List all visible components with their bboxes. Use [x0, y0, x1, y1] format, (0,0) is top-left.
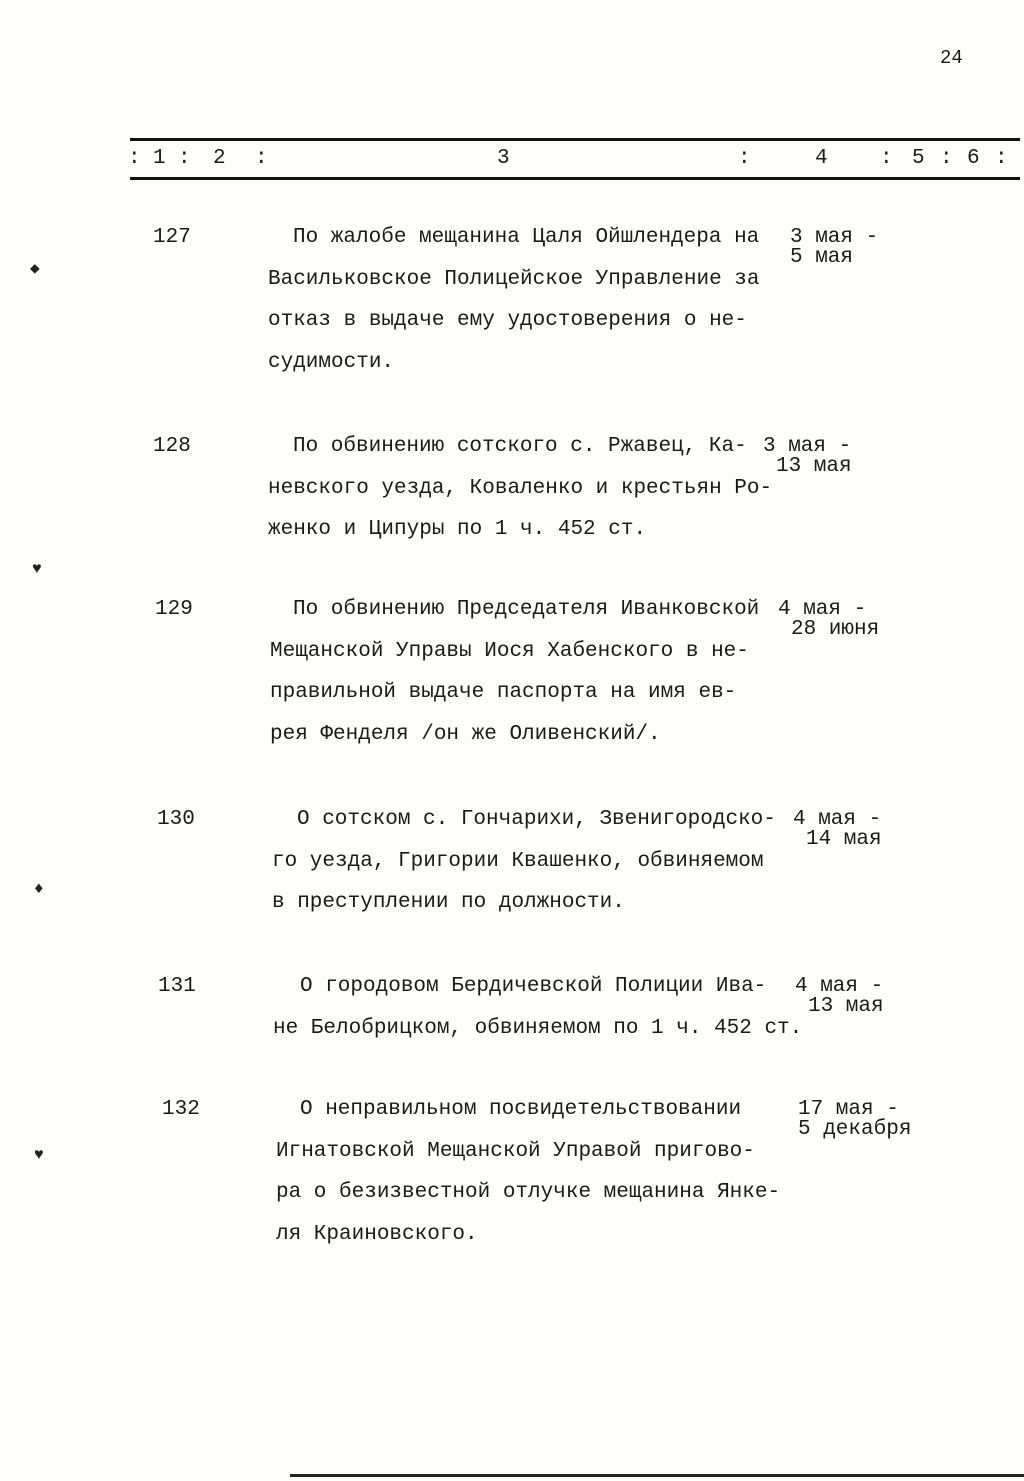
column-header-4: 4: [815, 147, 828, 170]
entry-description-line: го уезда, Григории Квашенко, обвиняемом: [272, 849, 764, 873]
column-header-3: 3: [497, 147, 510, 170]
entry-description-line: О городовом Бердичевской Полиции Ива-: [300, 975, 767, 998]
entry-date-to: 5 декабря: [798, 1118, 912, 1141]
entry-date-to: 14 мая: [806, 828, 882, 851]
header-bottom-rule: [130, 177, 1020, 180]
column-separator: :: [255, 147, 268, 170]
entry-description-line: правильной выдаче паспорта на имя ев-: [270, 681, 737, 704]
punch-hole-mark: ◆: [30, 260, 40, 278]
entry-description-line: По обвинению сотского с. Ржавец, Ка-: [293, 435, 747, 458]
entry-description-line: невского уезда, Коваленко и крестьян Ро-: [268, 476, 773, 500]
bottom-rule: [290, 1474, 1024, 1477]
entry-number: 131: [158, 975, 196, 998]
column-separator: :: [995, 147, 1008, 170]
entry-description-line: в преступлении по должности.: [272, 891, 625, 914]
column-separator: :: [880, 147, 893, 170]
entry-description-line: О сотском с. Гончарихи, Звенигородско-: [297, 808, 776, 831]
entry-description-line: рея Фенделя /он же Оливенский/.: [270, 722, 661, 746]
header-top-rule: [130, 138, 1020, 141]
entry-number: 128: [153, 435, 191, 458]
column-separator: :: [940, 147, 953, 170]
entry-description-line: отказ в выдаче ему удостоверения о не-: [268, 309, 747, 332]
entry-description-line: Мещанской Управы Иося Хабенского в не-: [270, 639, 749, 663]
entry-date-from: 3 мая -: [790, 226, 879, 249]
entry-date-to: 28 июня: [791, 618, 880, 641]
punch-hole-mark: ♦: [34, 880, 44, 898]
entry-description-line: По обвинению Председателя Иванковской: [293, 598, 760, 621]
column-header-5: 5: [912, 147, 925, 170]
column-header-2: 2: [213, 147, 226, 170]
entry-number: 132: [162, 1098, 200, 1121]
page-number: 24: [940, 47, 963, 69]
entry-number: 127: [153, 226, 191, 249]
entry-description-line: ля Краиновского.: [276, 1222, 478, 1246]
entry-date-from: 3 мая -: [763, 435, 852, 458]
column-separator: :: [128, 147, 141, 170]
column-header-1: 1: [153, 147, 166, 170]
entry-description-line: По жалобе мещанина Цаля Ойшлендера на: [293, 226, 760, 249]
entry-date-from: 4 мая -: [793, 808, 882, 831]
entry-description-line: женко и Ципуры по 1 ч. 452 ст.: [268, 518, 647, 541]
entry-date-from: 17 мая -: [798, 1098, 899, 1121]
column-separator: :: [178, 147, 191, 170]
entry-description-line: Васильковское Полицейское Управление за: [268, 267, 760, 291]
column-separator: :: [738, 147, 751, 170]
entry-date-to: 13 мая: [776, 455, 852, 478]
entry-date-from: 4 мая -: [795, 975, 884, 998]
entry-number: 130: [157, 808, 195, 831]
entry-description-line: Игнатовской Мещанской Управой пригово-: [276, 1139, 755, 1163]
entry-description-line: ра о безизвестной отлучке мещанина Янке-: [276, 1181, 781, 1204]
entry-number: 129: [155, 598, 193, 621]
entry-description-line: не Белобрицком, обвиняемом по 1 ч. 452 ст.: [273, 1016, 803, 1040]
entry-date-to: 5 мая: [790, 246, 854, 269]
punch-hole-mark: ♥: [32, 560, 42, 578]
entry-date-from: 4 мая -: [778, 598, 867, 621]
entry-date-to: 13 мая: [808, 995, 884, 1018]
punch-hole-mark: ♥: [34, 1146, 44, 1164]
entry-description-line: О неправильном посвидетельствовании: [300, 1098, 742, 1121]
entry-description-line: судимости.: [268, 350, 395, 374]
column-header-6: 6: [967, 147, 980, 170]
